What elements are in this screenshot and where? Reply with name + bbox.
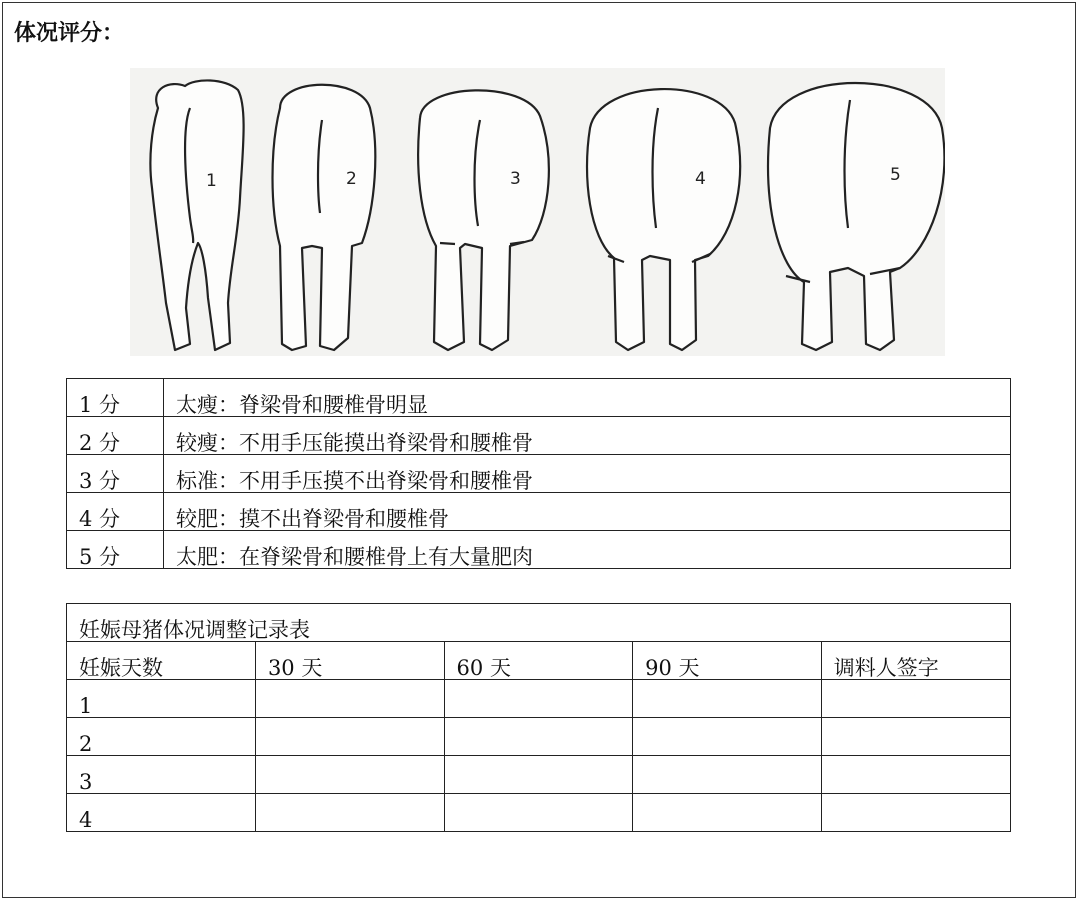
sow-label-2: 2 bbox=[346, 169, 357, 189]
sow-label-5: 5 bbox=[890, 165, 901, 185]
page-title: 体况评分： bbox=[14, 21, 125, 46]
sow-figure-1 bbox=[150, 80, 243, 350]
sow-figure-5 bbox=[768, 83, 944, 350]
empty-cell[interactable] bbox=[633, 756, 822, 794]
row-number-cell: 2 bbox=[67, 718, 256, 756]
score-cell: 3 分 bbox=[67, 455, 164, 493]
empty-cell[interactable] bbox=[255, 680, 444, 718]
empty-cell[interactable] bbox=[255, 756, 444, 794]
table-row bbox=[67, 379, 1011, 417]
table-header-row bbox=[67, 642, 1011, 680]
empty-cell[interactable] bbox=[633, 794, 822, 832]
table-row bbox=[67, 417, 1011, 455]
score-cell: 5 分 bbox=[67, 531, 164, 569]
empty-cell[interactable] bbox=[444, 756, 633, 794]
row-number-cell: 4 bbox=[67, 794, 256, 832]
sow-label-4: 4 bbox=[695, 169, 706, 189]
sow-label-3: 3 bbox=[510, 169, 521, 189]
column-header: 30 天 bbox=[255, 642, 444, 680]
column-header: 60 天 bbox=[444, 642, 633, 680]
empty-cell[interactable] bbox=[821, 718, 1010, 756]
description-cell: 较瘦：不用手压能摸出脊梁骨和腰椎骨 bbox=[164, 417, 1011, 455]
empty-cell[interactable] bbox=[255, 718, 444, 756]
sow-figure-4 bbox=[587, 89, 740, 350]
score-cell: 1 分 bbox=[67, 379, 164, 417]
empty-cell[interactable] bbox=[444, 718, 633, 756]
description-cell: 标准：不用手压摸不出脊梁骨和腰椎骨 bbox=[164, 455, 1011, 493]
empty-cell[interactable] bbox=[444, 680, 633, 718]
description-cell: 太瘦：脊梁骨和腰椎骨明显 bbox=[164, 379, 1011, 417]
body-condition-figure bbox=[130, 68, 945, 356]
table-row bbox=[67, 531, 1011, 569]
table-row bbox=[67, 794, 1011, 832]
empty-cell[interactable] bbox=[633, 680, 822, 718]
score-cell: 4 分 bbox=[67, 493, 164, 531]
empty-cell[interactable] bbox=[821, 794, 1010, 832]
table-row bbox=[67, 493, 1011, 531]
column-header: 妊娠天数 bbox=[67, 642, 256, 680]
body-condition-score-table bbox=[66, 378, 1011, 569]
sow-rear-view-illustration bbox=[130, 68, 945, 356]
empty-cell[interactable] bbox=[255, 794, 444, 832]
empty-cell[interactable] bbox=[821, 680, 1010, 718]
table-row bbox=[67, 455, 1011, 493]
description-cell: 较肥：摸不出脊梁骨和腰椎骨 bbox=[164, 493, 1011, 531]
sow-condition-record-table bbox=[66, 603, 1011, 832]
row-number-cell: 1 bbox=[67, 680, 256, 718]
score-cell: 2 分 bbox=[67, 417, 164, 455]
sow-figure-2 bbox=[273, 85, 376, 350]
description-cell: 太肥：在脊梁骨和腰椎骨上有大量肥肉 bbox=[164, 531, 1011, 569]
column-header: 调料人签字 bbox=[821, 642, 1010, 680]
table-title-row bbox=[67, 604, 1011, 642]
row-number-cell: 3 bbox=[67, 756, 256, 794]
empty-cell[interactable] bbox=[821, 756, 1010, 794]
table-row bbox=[67, 718, 1011, 756]
empty-cell[interactable] bbox=[444, 794, 633, 832]
record-table-title: 妊娠母猪体况调整记录表 bbox=[67, 604, 1011, 642]
column-header: 90 天 bbox=[633, 642, 822, 680]
empty-cell[interactable] bbox=[633, 718, 822, 756]
sow-figure-3 bbox=[418, 90, 549, 350]
sow-label-1: 1 bbox=[206, 171, 217, 191]
table-row bbox=[67, 680, 1011, 718]
table-row bbox=[67, 756, 1011, 794]
